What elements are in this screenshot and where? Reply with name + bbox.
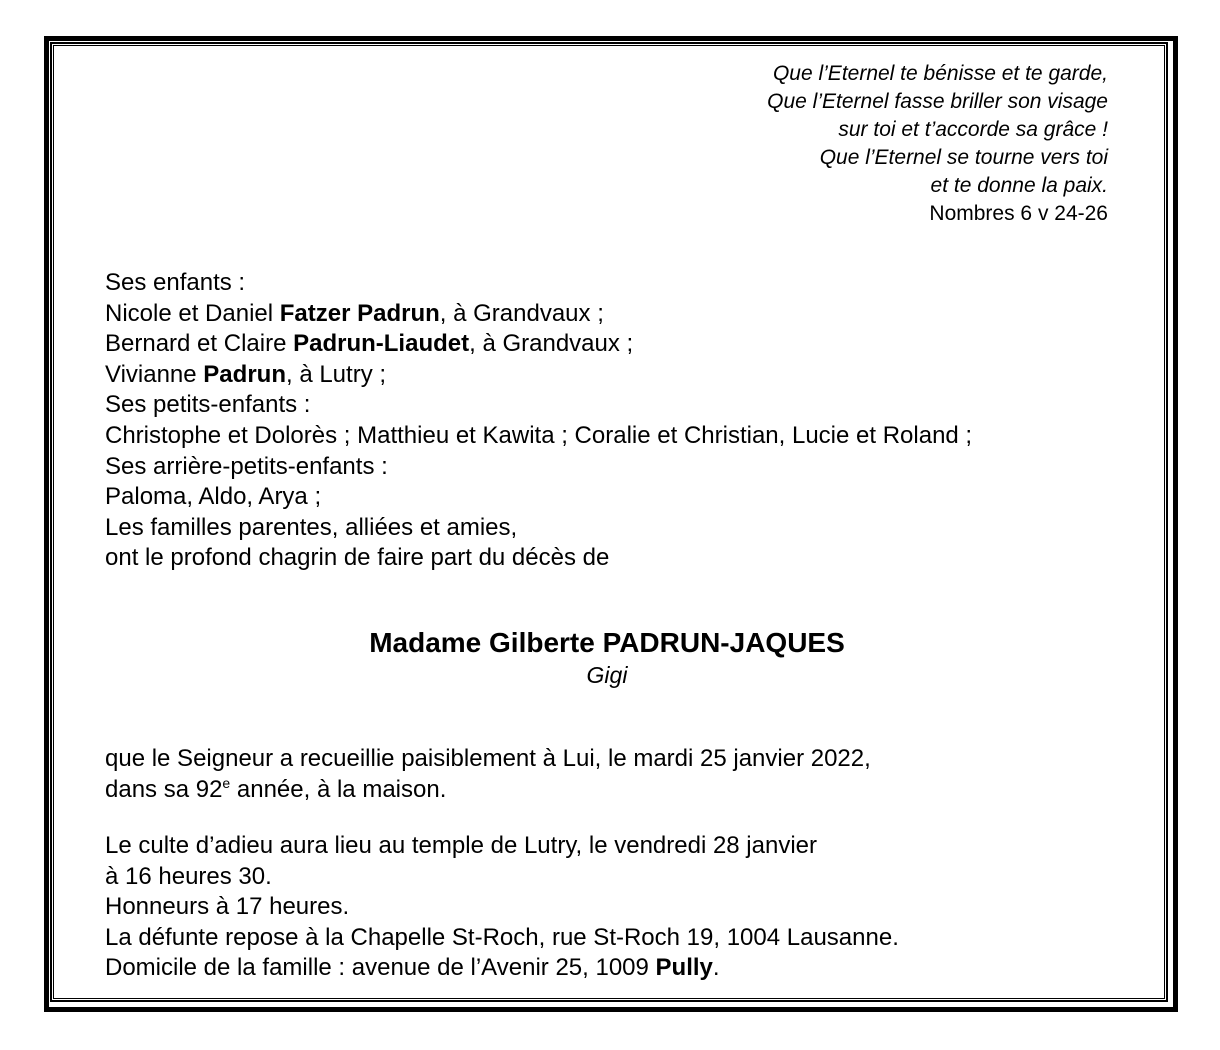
great-grandchildren-list: Paloma, Aldo, Arya ;: [105, 483, 322, 511]
repose-line: La défunte repose à la Chapelle St-Roch, rue St-Roch 19, 1004 Lausanne.: [105, 923, 899, 951]
age-line: [105, 775, 871, 806]
child-location: , à Lutry ;: [285, 360, 387, 388]
age-superscript: e: [222, 774, 231, 791]
bible-verse: [767, 60, 1108, 228]
age-text: dans sa 92: [105, 775, 223, 803]
child-surname: Padrun: [203, 360, 286, 388]
verse-line: Que l’Eternel se tourne vers toi: [819, 146, 1108, 169]
child-location: , à Grandvaux ;: [469, 330, 634, 358]
child-surname: Fatzer Padrun: [279, 299, 440, 327]
service-details: [105, 831, 899, 984]
child-first-names: Vivianne: [105, 360, 204, 388]
grandchildren-heading: Ses petits-enfants :: [105, 391, 311, 419]
age-text-end: année, à la maison.: [230, 775, 447, 803]
announcement-line: ont le profond chagrin de faire part du décès de: [105, 544, 610, 572]
verse-line: Que l’Eternel te bénisse et te garde,: [772, 62, 1108, 85]
domicile-line: [105, 953, 899, 984]
verse-line: sur toi et t’accorde sa grâce !: [838, 118, 1108, 141]
death-line: que le Seigneur a recueillie paisiblement à Lui, le mardi 25 janvier 2022,: [105, 745, 871, 772]
service-time: à 16 heures 30.: [105, 862, 272, 890]
child-surname: Padrun-Liaudet: [293, 330, 470, 358]
deceased-name: Madame Gilberte PADRUN-JAQUES: [369, 627, 845, 658]
death-details: [105, 744, 871, 805]
domicile-town: Pully: [655, 954, 713, 982]
families-line: Les familles parentes, alliées et amies,: [105, 513, 518, 541]
child-entry: [105, 299, 972, 330]
child-entry: [105, 329, 972, 360]
children-heading: Ses enfants :: [105, 269, 246, 296]
domicile-address: Domicile de la famille : avenue de l’Avenir 25, 1009: [105, 954, 656, 982]
honours-line: Honneurs à 17 heures.: [105, 893, 350, 921]
child-first-names: Nicole et Daniel: [105, 299, 280, 327]
verse-line: et te donne la paix.: [930, 174, 1108, 197]
great-grandchildren-heading: Ses arrière-petits-enfants :: [105, 452, 388, 480]
verse-line: Que l’Eternel fasse briller son visage: [767, 90, 1108, 113]
child-entry: [105, 360, 972, 391]
domicile-end: .: [712, 954, 720, 982]
grandchildren-list: Christophe et Dolorès ; Matthieu et Kawita ; Coralie et Christian, Lucie et Roland ;: [105, 421, 973, 449]
child-location: , à Grandvaux ;: [439, 299, 604, 327]
verse-reference: Nombres 6 v 24-26: [929, 202, 1108, 225]
deceased-nickname: Gigi: [586, 662, 628, 688]
child-first-names: Bernard et Claire: [105, 330, 294, 358]
family-list: [105, 268, 972, 574]
deceased-block: [0, 626, 1214, 690]
service-line: Le culte d’adieu aura lieu au temple de Lutry, le vendredi 28 janvier: [105, 832, 818, 859]
